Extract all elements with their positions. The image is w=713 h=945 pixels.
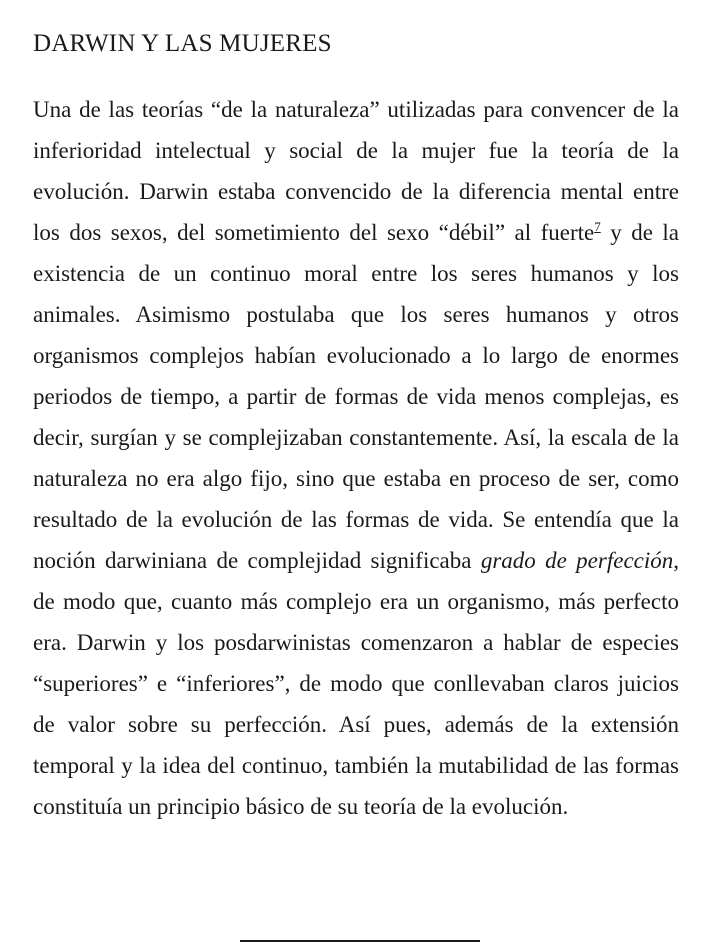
emphasized-phrase: grado de perfección bbox=[480, 548, 674, 573]
footnote-reference[interactable]: 7 bbox=[594, 219, 601, 234]
page-content bbox=[33, 0, 679, 827]
paragraph-text-part-1: Una de las teorías “de la naturaleza” utilizadas para convencer de la inferioridad intelectual y social de la mujer fue la teoría de la evolución. Darwin estaba convencido de la diferencia mental entre los dos sexos, del sometimiento del sexo “débil” al fuerte bbox=[33, 97, 679, 245]
chapter-title: DARWIN Y LAS MUJERES bbox=[33, 30, 332, 57]
paragraph-text-part-2: y de la existencia de un continuo moral entre los seres humanos y los animales. Asimismo postulaba que los seres humanos y otros organismos complejos habían evolucionado a lo largo de enormes periodos de tiempo, a partir de formas de vida menos complejas, es decir, surgían y se complejizaban constantemente. Así, la escala de la naturaleza no era algo fijo, sino que estaba en proceso de ser, como resultado de la evolución de las formas de vida. Se entendía que la noción darwiniana de complejidad significaba bbox=[33, 220, 679, 573]
paragraph-text-part-3: , de modo que, cuanto más complejo era un organismo, más perfecto era. Darwin y los posdarwinistas comenzaron a hablar de especies “superiores” e “inferiores”, de modo que conllevaban claros juicios de valor sobre su perfección. Así pues, además de la extensión temporal y la idea del continuo, también la mutabilidad de las formas constituía un principio básico de su teoría de la evolución. bbox=[33, 548, 679, 819]
footnote-separator bbox=[240, 940, 480, 942]
body-paragraph bbox=[33, 89, 679, 827]
